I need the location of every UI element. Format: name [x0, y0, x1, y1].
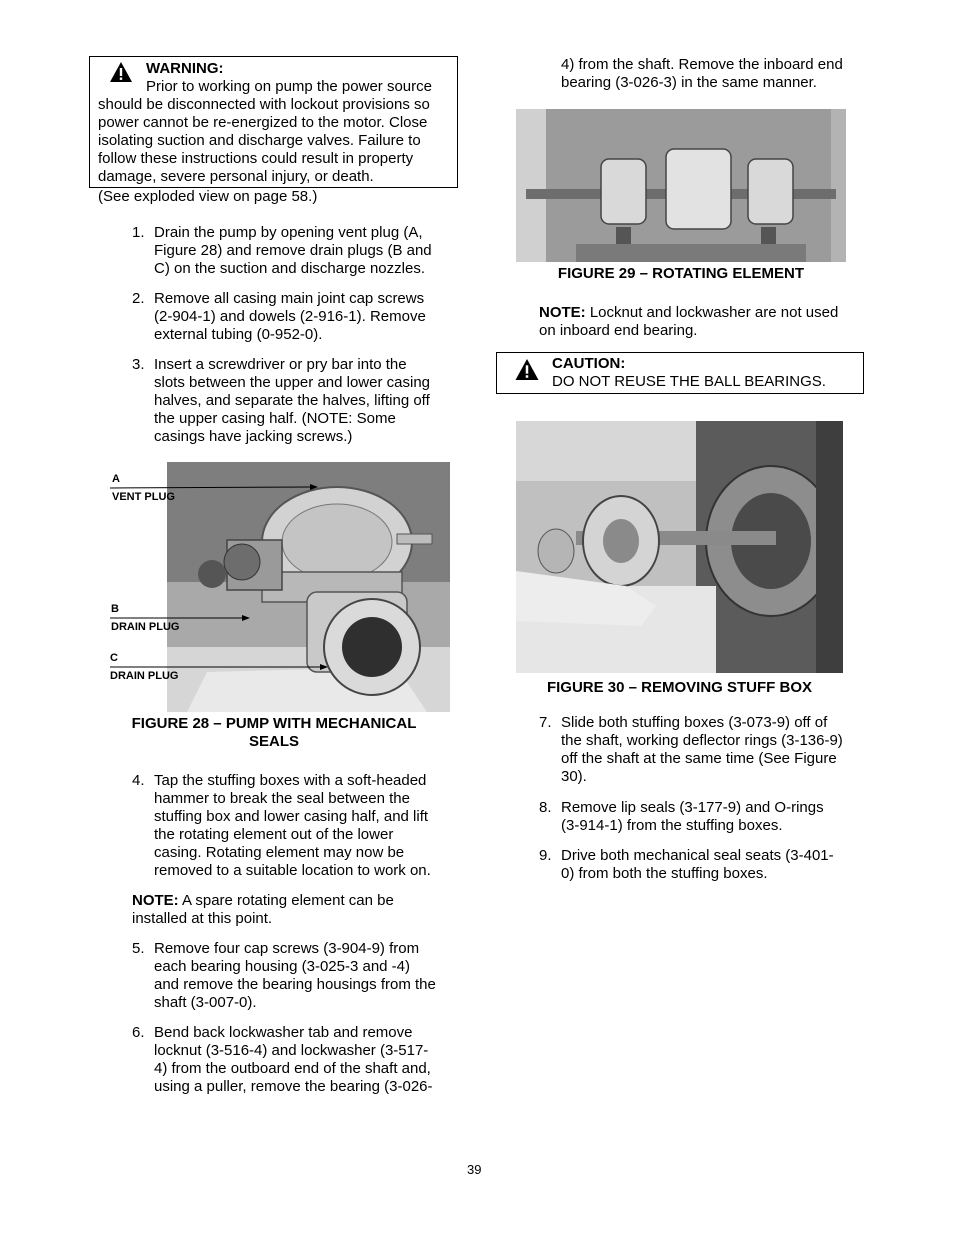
step-line: using a puller, remove the bearing (3-026- [154, 1078, 433, 1095]
step-number: 9. [539, 847, 552, 864]
note-spare-element [132, 892, 462, 928]
figure-30-caption: FIGURE 30 – REMOVING STUFF BOX [546, 679, 813, 696]
stuffing-box-illustration [516, 421, 843, 673]
figure-30-photo [516, 421, 843, 673]
warning-line: isolating suction and discharge valves. Failure to [98, 132, 421, 149]
callout-label: DRAIN PLUG [111, 621, 180, 633]
step-line: external tubing (0-952-0). [154, 326, 323, 343]
caution-title: CAUTION: [552, 355, 626, 372]
figure-28-photo [167, 462, 450, 712]
step-line: Drive both mechanical seal seats (3-401- [561, 847, 834, 864]
step-6-continued [561, 56, 881, 92]
page-number: 39 [467, 1162, 482, 1177]
step-line: the rotating element out of the lower [154, 826, 394, 843]
caption-line: FIGURE 28 – PUMP WITH MECHANICAL [131, 715, 417, 732]
step-line: removed to a suitable location to work on. [154, 862, 431, 879]
step-line: the upper casing half. (NOTE: Some [154, 410, 396, 427]
step-line: 30). [561, 768, 587, 785]
note-text: A spare rotating element can be [178, 892, 394, 909]
caution-text: DO NOT REUSE THE BALL BEARINGS. [552, 373, 826, 390]
step-line: off the shaft at the same time (See Figure [561, 750, 837, 767]
callout-letter: C [110, 652, 118, 664]
step-line: Slide both stuffing boxes (3-073-9) off of [561, 714, 828, 731]
step-line: 4) from the outboard end of the shaft and, [154, 1060, 431, 1077]
note-text: on inboard end bearing. [539, 322, 698, 339]
figure-29-photo [516, 109, 846, 262]
step-line: casings have jacking screws.) [154, 428, 353, 445]
step-line: 4) from the shaft. Remove the inboard end [561, 56, 843, 73]
warning-title: WARNING: [146, 60, 224, 77]
caution-box [496, 352, 864, 394]
step-line: halves, and separate the halves, lifting off [154, 392, 430, 409]
note-label: NOTE: [539, 304, 586, 321]
step-line: Remove all casing main joint cap screws [154, 290, 425, 307]
step-line: (2-904-1) and dowels (2-916-1). Remove [154, 308, 426, 325]
step-number: 2. [132, 290, 145, 307]
step-number: 8. [539, 799, 552, 816]
warning-line: should be disconnected with lockout provisions so [98, 96, 430, 113]
callout-line-c [110, 661, 340, 673]
note-text: Locknut and lockwasher are not used [585, 304, 839, 321]
note-text: installed at this point. [132, 910, 273, 927]
warning-line: follow these instructions could result in property [98, 150, 414, 167]
rotating-element-illustration [516, 109, 846, 262]
step-line: (3-914-1) from the stuffing boxes. [561, 817, 783, 834]
step-line: Bend back lockwasher tab and remove [154, 1024, 413, 1041]
callout-line-b [110, 612, 260, 624]
step-line: casing. Rotating element may now be [154, 844, 405, 861]
step-line: bearing (3-026-3) in the same manner. [561, 74, 817, 91]
step-line: slots between the upper and lower casing [154, 374, 431, 391]
figure-29-caption: FIGURE 29 – ROTATING ELEMENT [557, 265, 805, 282]
step-line: each bearing housing (3-025-3 and -4) [154, 958, 411, 975]
step-number: 4. [132, 772, 145, 789]
step-line: Figure 28) and remove drain plugs (B and [154, 242, 432, 259]
step-number: 5. [132, 940, 145, 957]
warning-icon [109, 61, 133, 83]
step-line: C) on the suction and discharge nozzles. [154, 260, 425, 277]
step-line: Drain the pump by opening vent plug (A, [154, 224, 423, 241]
warning-line: power cannot be re-energized to the motor. Close [98, 114, 428, 131]
warning-box [89, 56, 458, 188]
step-line: the shaft, working deflector rings (3-136-9) [561, 732, 843, 749]
note-label: NOTE: [132, 892, 179, 909]
step-line: locknut (3-516-4) and lockwasher (3-517- [154, 1042, 429, 1059]
callout-line-a [110, 478, 360, 498]
step-line: Remove four cap screws (3-904-9) from [154, 940, 420, 957]
step-line: hammer to break the seal between the [154, 790, 410, 807]
callout-label: DRAIN PLUG [110, 670, 179, 682]
warning-icon [514, 358, 540, 381]
warning-line: Prior to working on pump the power source [146, 78, 432, 95]
step-number: 3. [132, 356, 145, 373]
callout-label: VENT PLUG [112, 491, 175, 503]
see-exploded-note: (See exploded view on page 58.) [98, 188, 318, 205]
step-line: and remove the bearing housings from the [154, 976, 436, 993]
step-line: stuffing box and lower casing half, and lift [154, 808, 429, 825]
step-line: Insert a screwdriver or pry bar into the [154, 356, 407, 373]
step-number: 6. [132, 1024, 145, 1041]
callout-letter: A [112, 473, 120, 485]
callout-letter: B [111, 603, 119, 615]
step-line: shaft (3-007-0). [154, 994, 257, 1011]
step-line: Tap the stuffing boxes with a soft-headed [154, 772, 427, 789]
figure-28-caption [110, 715, 438, 751]
step-number: 7. [539, 714, 552, 731]
caption-line: SEALS [248, 733, 299, 750]
step-number: 1. [132, 224, 145, 241]
pump-illustration [167, 462, 450, 712]
step-line: Remove lip seals (3-177-9) and O-rings [561, 799, 824, 816]
note-locknut [539, 304, 869, 340]
step-line: 0) from both the stuffing boxes. [561, 865, 768, 882]
warning-line: damage, severe personal injury, or death. [98, 168, 374, 185]
